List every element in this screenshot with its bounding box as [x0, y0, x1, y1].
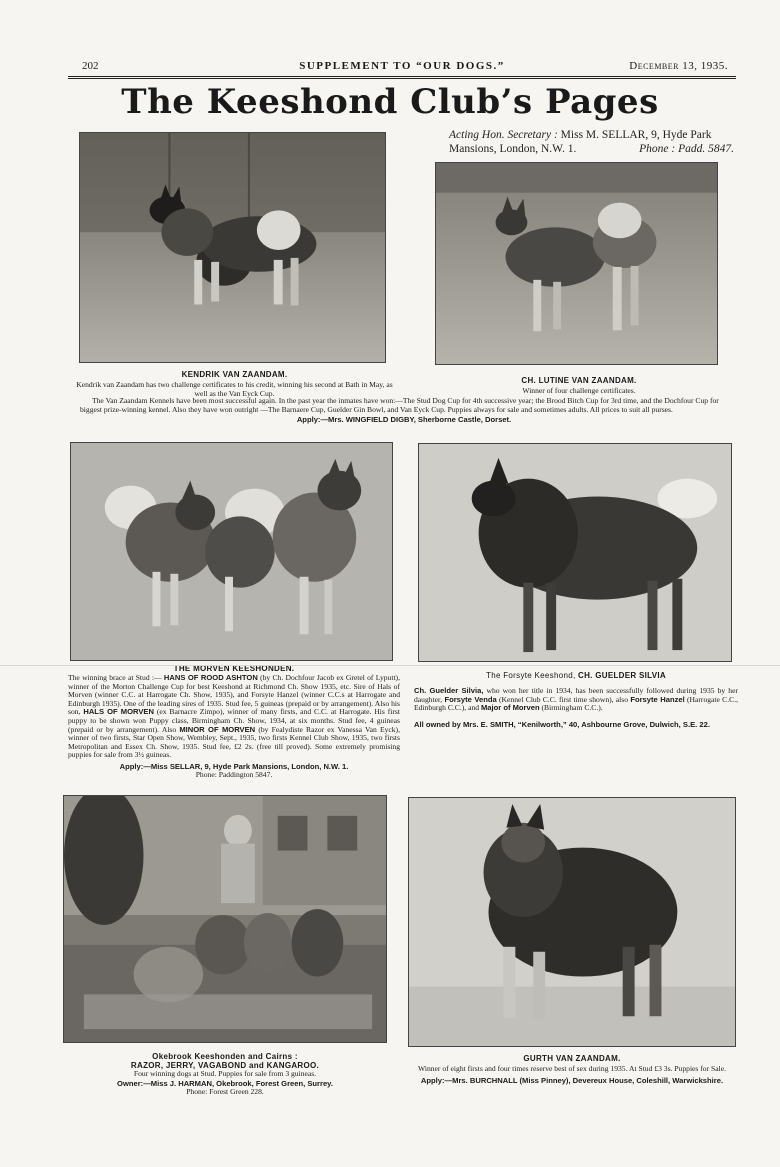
caption-lutine	[440, 376, 718, 396]
keeshond-photo-illustration	[419, 444, 731, 661]
keeshond-photo-illustration	[436, 163, 717, 364]
dog-name: Major of Morven	[480, 703, 540, 713]
heading-name: CH. GUELDER SILVIA	[578, 671, 666, 680]
photo-morven	[70, 442, 393, 661]
owner-line: All owned by Mrs. E. SMITH, “Kenilworth,” 40, Ashbourne Grove, Dulwich, S.E. 22.	[414, 719, 710, 729]
dog-name: Forsyte Venda	[444, 694, 497, 704]
owner-line: Owner:—Miss J. HARMAN, Okebrook, Forest Green, Surrey.	[117, 1078, 333, 1088]
heading-prefix: The Forsyte Keeshond,	[486, 671, 576, 680]
dog-description: (Birmingham C.C.).	[541, 703, 603, 713]
secretary-label: Acting Hon. Secretary :	[449, 129, 558, 141]
dog-description: (Harrogate C.C., Edinburgh C.C.), and	[414, 694, 738, 713]
kennel-text: The Van Zaandam Kennels have been most successful again. In the past year the inmates have won:—The Stud Dog Cup for 4th successive year; the Brood Bitch Cup for 3rd time, and the Dochfour Cup for biggest prize-winning kennel. Also they have won outright —The Barnaere Cup, Guelder Gin Bowl, and Van Eyck Cup. Puppies always for sale and sometimes adults. All prices to suit all purses.	[80, 396, 719, 414]
issue-date: December 13, 1935.	[629, 60, 728, 72]
phone-line: Phone: Paddington 5847.	[195, 769, 273, 779]
photo-okebrook	[63, 795, 387, 1043]
photo-gurth	[408, 797, 736, 1047]
okebrook-text: Four winning dogs at Stud. Puppies for sale from 3 guineas.	[133, 1069, 317, 1078]
keeshond-photo-illustration	[80, 133, 385, 362]
caption-heading: CH. LUTINE VAN ZAANDAM.	[521, 376, 637, 385]
section-heading	[414, 671, 738, 680]
header-rule	[68, 76, 736, 79]
caption-heading: KENDRIK VAN ZAANDAM.	[181, 370, 288, 379]
dog-description: who won her title in 1934, has been successfully followed during 1935 by her daughter,	[414, 686, 738, 704]
dog-description: (by Fealydiste Razor ex Vanessa Van Eyck), winner of two firsts, Star Open Show, Wembley, Sept., 1935, two firsts Kennel Club Show, 1935, two firsts Metropolitan and Essex Ch. Show, 1935. Stud fee, £2 2s. (free till proved). Some extremely promising puppies for sale from 3½ guineas.	[68, 724, 400, 760]
morven-text	[68, 674, 400, 760]
apply-line: Apply:—Mrs. WINGFIELD DIGBY, Sherborne Castle, Dorset.	[296, 415, 512, 425]
photo-guelder-silvia	[418, 443, 732, 662]
page-number: 202	[82, 60, 99, 72]
forsyte-keeshond	[414, 671, 738, 729]
caption-text: Winner of four challenge certificates.	[522, 386, 636, 395]
page-title: The Keeshond Club’s Pages	[121, 82, 659, 122]
keeshond-photo-illustration	[71, 443, 392, 660]
page-fold-line	[0, 665, 780, 666]
dog-name: Forsyte Hanzel	[630, 694, 685, 704]
van-zaandam-kennels	[80, 397, 728, 424]
kennel-photo-illustration	[64, 796, 386, 1042]
dog-name: HALS OF MORVEN	[83, 707, 154, 717]
keeshond-photo-illustration	[409, 798, 735, 1046]
dog-name: Ch. Guelder Silvia,	[414, 686, 484, 695]
gurth-text: Winner of eight firsts and four times reserve best of sex during 1935. At Stud £3 3s. Puppies for Sale.	[417, 1064, 727, 1073]
dog-description: (Kennel Club C.C. first time shown), also	[499, 694, 629, 704]
section-heading: GURTH VAN ZAANDAM.	[523, 1054, 621, 1063]
secretary-address: Mansions, London, N.W. 1.	[449, 143, 577, 155]
secretary-block	[449, 128, 734, 156]
apply-line: Apply:—Mrs. BURCHNALL (Miss Pinney), Devereux House, Coleshill, Warwickshire.	[420, 1075, 724, 1085]
forsyte-text	[414, 687, 738, 713]
gurth-caption	[412, 1054, 732, 1085]
lead-text: The winning brace at Stud :—	[68, 673, 162, 682]
caption-kendrik	[72, 370, 397, 398]
caption-text: Kendrik van Zaandam has two challenge certificates to his credit, winning his second at Bath in May, as well as the Van Eyck Cup.	[76, 380, 393, 398]
morven-keeshonden	[68, 664, 400, 780]
dog-description: (ex Barnacre Zimpo), winner of many firsts, and C.C. at Harrogate. His first puppy to be shown won Puppy class, Birmingham Ch. Show, 1934, at six months. Stud fee, 4 guineas (prepaid or by arrangement). Also	[68, 707, 400, 734]
dog-description: (by Ch. Dochfour Jacob ex Gretel of Lyputt), winner of the Morton Challenge Cup for best Keeshond at Richmond Ch. Show 1935, etc. Sire of Hals of Morven (winner C.C. at Harrogate Ch. Show, 1935), and Forsyte Hanzel (winner C.C.s at Harrogate and Edinburgh 1935). One of the leading sires of 1935. Stud fee, 5 guineas (prepaid or by arrangement). Also his son,	[68, 673, 400, 717]
dog-name: HANS OF ROOD ASHTON	[163, 673, 258, 682]
photo-kendrik	[79, 132, 386, 363]
dog-names: RAZOR, JERRY, VAGABOND and KANGAROO.	[130, 1061, 320, 1070]
publication-title: SUPPLEMENT TO “OUR DOGS.”	[299, 60, 505, 72]
dog-name: MINOR OF MORVEN	[179, 724, 256, 734]
phone-line: Phone: Forest Green 228.	[186, 1086, 264, 1096]
secretary-name: Miss M. SELLAR, 9, Hyde Park	[560, 129, 712, 141]
secretary-phone: Phone : Padd. 5847.	[639, 143, 734, 155]
apply-line: Apply:—Miss SELLAR, 9, Hyde Park Mansions, London, N.W. 1.	[119, 761, 349, 771]
photo-lutine	[435, 162, 718, 365]
okebrook-caption	[63, 1052, 387, 1096]
section-heading: THE MORVEN KEESHONDEN.	[173, 664, 295, 673]
section-heading: Okebrook Keeshonden and Cairns :	[152, 1052, 298, 1061]
